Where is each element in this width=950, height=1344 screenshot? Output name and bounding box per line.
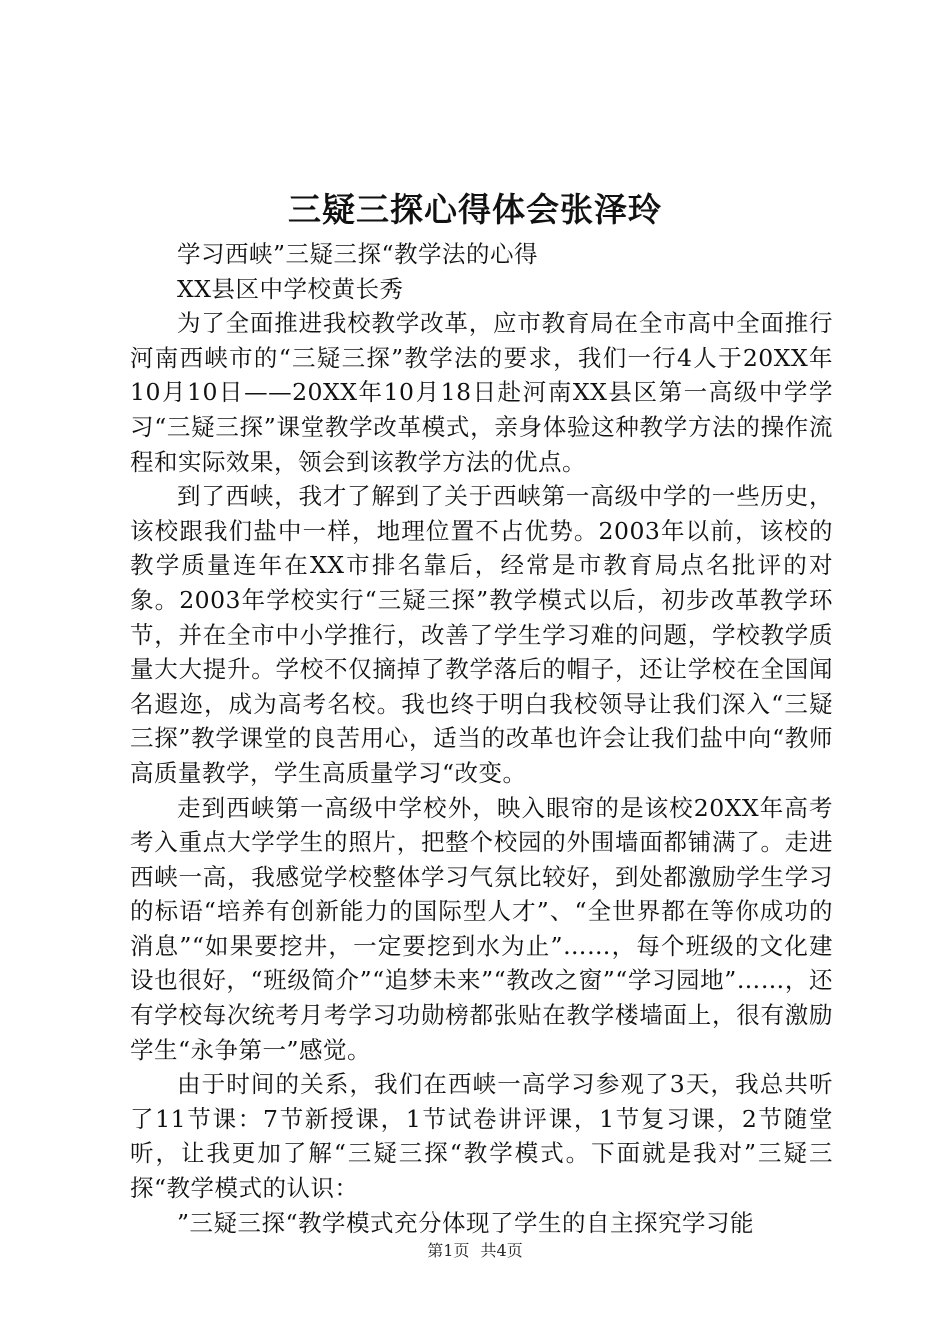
page-number: 第1页 [427, 1241, 470, 1260]
author-line: XX县区中学校黄长秀 [177, 274, 404, 303]
page-total: 共4页 [480, 1241, 523, 1260]
paragraph: 走到西峡第一高级中学校外，映入眼帘的是该校20XX年高考考入重点大学学生的照片，把整个校园的外围墙面都铺满了。走进西峡一高，我感觉学校整体学习气氛比较好，到处都激励学生学习的标语“培养有创新能力的国际型人才”、“全世界都在等你成功的消息”“如果要挖井，一定要挖到水为止”……，每个班级的文化建设也很好，“班级简介”“追梦未来”“教改之窗”“学习园地”……，还有学校每次统考月考学习功勋榜都张贴在教学楼墙面上，很有激励学生“永争第一”感觉。 [130, 793, 833, 1064]
paragraph: 到了西峡，我才了解到了关于西峡第一高级中学的一些历史，该校跟我们盐中一样，地理位置不占优势。2003年以前，该校的教学质量连年在XX市排名靠后，经常是市教育局点名批评的对象。2003年学校实行“三疑三探”教学模式以后，初步改革教学环节，并在全市中小学推行，改善了学生学习难的问题，学校教学质量大大提升。学校不仅摘掉了教学落后的帽子，还让学校在全国闻名遐迩，成为高考名校。我也终于明白我校领导让我们深入“三疑三探”教学课堂的良苦用心，适当的改革也许会让我们盐中向“教师高质量教学，学生高质量学习“改变。 [130, 482, 833, 787]
document-body [130, 237, 833, 1240]
paragraph: 为了全面推进我校教学改革，应市教育局在全市高中全面推行河南西峡市的“三疑三探”教学法的要求，我们一行4人于20XX年10月10日——20XX年10月18日赴河南XX县区第一高级中学学习“三疑三探”课堂教学改革模式，亲身体验这种教学方法的操作流程和实际效果，领会到该教学方法的优点。 [130, 309, 833, 476]
paragraph: 由于时间的关系，我们在西峡一高学习参观了3天，我总共听了11节课：7节新授课，1节试卷讲评课，1节复习课，2节随堂听，让我更加了解“三疑三探“教学模式。下面就是我对”三疑三探“教学模式的认识： [130, 1070, 833, 1203]
page-footer [0, 1240, 950, 1262]
paragraph: ”三疑三探“教学模式充分体现了学生的自主探究学习能 [177, 1208, 755, 1237]
document-title: 三疑三探心得体会张泽玲 [288, 190, 662, 229]
subtitle-line: 学习西峡”三疑三探“教学法的心得 [177, 240, 539, 268]
